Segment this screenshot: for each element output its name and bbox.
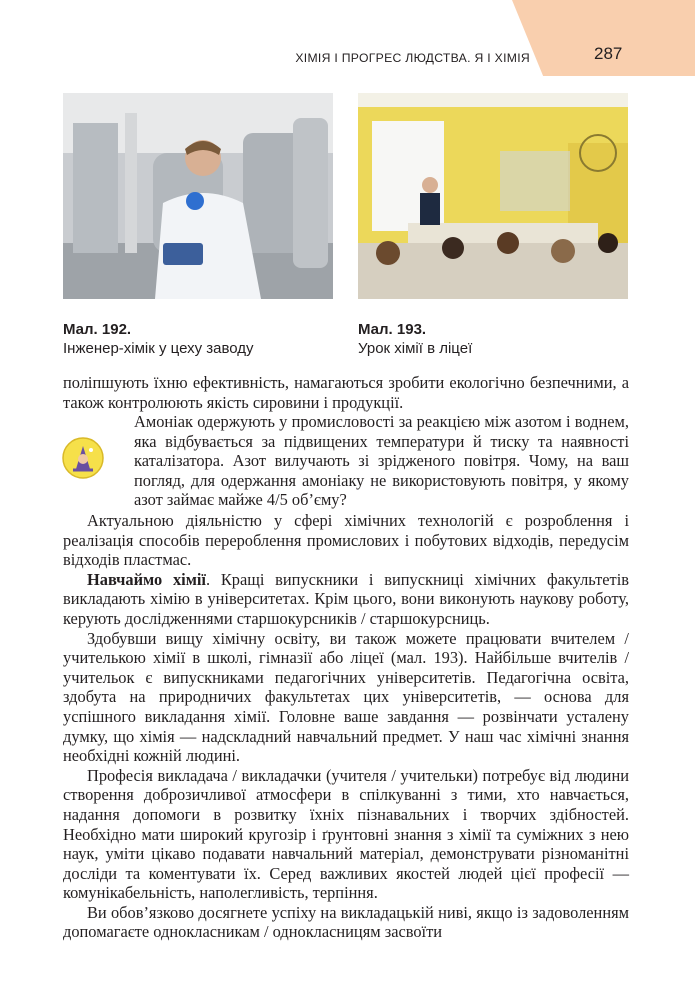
figure-193-caption <box>358 320 628 358</box>
paragraph-2: Навчаймо хімії. Кращі випускники і випускниці хімічних факультетів викладають хімію в університетах. Крім цього, вони виконують наукову роботу, керують дослідженнями старшокурсників / старшокурсниць. <box>63 569 629 628</box>
paragraph-4: Професія викладача / викладачки (учителя / учительки) потребує від людини створення доброзичливої атмосфери в спілкуванні з тими, хто навчається, надання допомоги в розвитку їхніх пізнавальних і творчих здібностей. Необхідно мати широкий кругозір і ґрунтовні знання з хімії та суміжних з нею наук, уміти цікаво подавати навчальний матеріал, демонструвати різноманітні досліди та коментувати їх. Серед важливих якостей людей цієї професії — комунікабельність, наполегливість, терпіння. <box>63 765 629 903</box>
main-text <box>63 511 629 942</box>
paragraph-2-heading: Навчаймо хімії <box>87 569 206 589</box>
question-block: Амоніак одержують у промисловості за реакцією між азотом і воднем, яка відбувається за підвищених температури й тиску та наявності каталізатора. Азот вилучають зі зрідженого повітря. Чому, на ваш погляд, для одержання амоніаку не використовують повітря, у якому азот займає майже 4/5 об’єму? <box>134 412 629 510</box>
paragraph-5: Ви обов’язково досягнете успіху на викладацькій ниві, якщо із задоволенням допомагаєте однокласникам / однокласницям засвоїти <box>63 902 629 942</box>
figure-193-text: Урок хімії в ліцеї <box>358 340 473 357</box>
figure-192-text: Інженер-хімік у цеху заводу <box>63 340 254 357</box>
paragraph-1: Актуальною діяльністю у сфері хімічних технологій є розроблення і реалізація способів перероблення промислових і побутових відходів, передусім відходів пластмас. <box>63 511 629 570</box>
figure-193-number: Мал. 193. <box>358 321 427 338</box>
running-title: ХІМІЯ І ПРОГРЕС ЛЮДСТВА. Я І ХІМІЯ <box>295 51 530 65</box>
figure-193-photo <box>358 93 628 299</box>
page-number: 287 <box>594 44 623 63</box>
header-corner-tab <box>512 0 695 76</box>
paragraph-3: Здобувши вищу хімічну освіту, ви також можете працювати вчителем / учителькою хімії в школі, гімназії або ліцеї (мал. 193). Найбільше вчителів / учительок є випускниками педагогічних університетів. Педагогічна освіта, здобута на природничих факультетах цих університетів, — основа для успішного викладання хімії. Головне ваше завдання — розвінчати усталену думку, що хімія — надскладний навчальний предмет. У наш час хімічні знання необхідні кожній людині. <box>63 628 629 766</box>
figure-192-caption <box>63 320 333 358</box>
intro-paragraph: поліпшують їхню ефективність, намагаються зробити екологічно безпечними, а також контролюють якість сировини і продукції. <box>63 373 629 412</box>
figure-192-photo <box>63 93 333 299</box>
question-icon <box>61 436 105 480</box>
figure-192-number: Мал. 192. <box>63 321 132 338</box>
